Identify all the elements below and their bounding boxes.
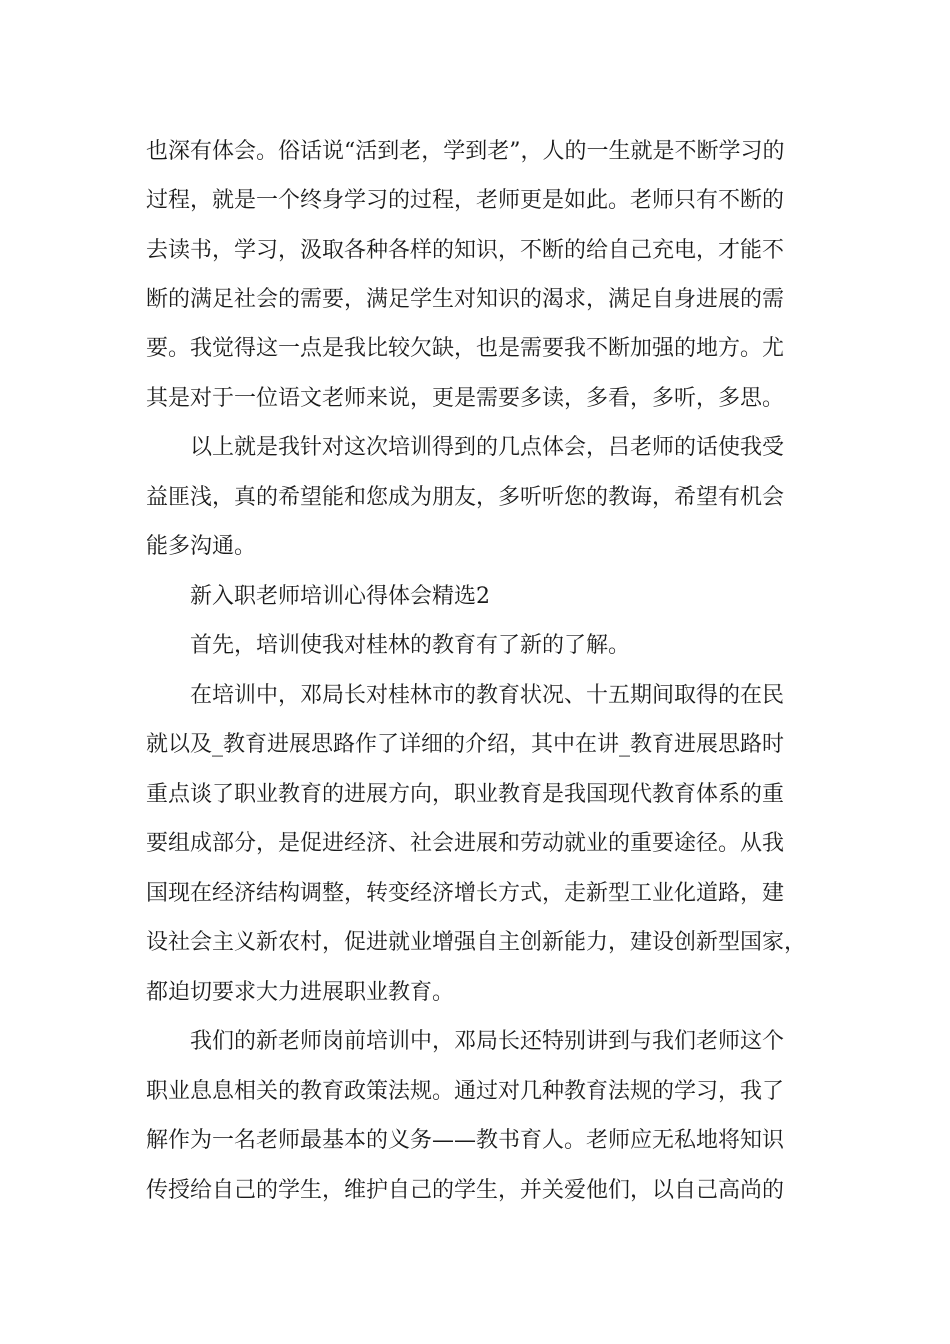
- text-line-content: 要。我觉得这一点是我比较欠缺，也是需要我不断加强的地方。尤: [146, 336, 785, 361]
- text-line-content: 去读书，学习，汲取各种各样的知识，不断的给自己充电，才能不: [146, 238, 785, 263]
- text-line: [0, 324, 950, 373]
- text-line-content: 要组成部分，是促进经济、社会进展和劳动就业的重要途径。从我: [146, 831, 785, 856]
- text-line-content: 职业息息相关的教育政策法规。通过对几种教育法规的学习，我了: [146, 1079, 785, 1104]
- text-line-content: 以上就是我针对这次培训得到的几点体会，吕老师的话使我受: [190, 435, 785, 460]
- text-line-content: 首先，培训使我对桂林的教育有了新的了解。: [190, 633, 631, 658]
- text-line: [0, 1116, 950, 1165]
- text-line: [0, 127, 950, 176]
- text-line: [0, 918, 950, 967]
- text-line-content: 断的满足社会的需要，满足学生对知识的渴求，满足自身进展的需: [146, 287, 785, 312]
- text-line-content: 益匪浅，真的希望能和您成为朋友，多听听您的教诲，希望有机会: [146, 485, 785, 510]
- text-line: [0, 819, 950, 868]
- section-heading-text: 新入职老师培训心得体会精选2: [190, 584, 490, 609]
- text-line: [0, 275, 950, 324]
- text-line: [0, 374, 950, 423]
- text-line-content: 我们的新老师岗前培训中，邓局长还特别讲到与我们老师这个: [190, 1029, 785, 1054]
- text-line: [0, 176, 950, 225]
- text-line-content: 都迫切要求大力进展职业教育。: [146, 980, 455, 1005]
- paragraph-start-line: [0, 621, 950, 670]
- paragraph-start-line: [0, 1017, 950, 1066]
- text-line-content: 重点谈了职业教育的进展方向，职业教育是我国现代教育体系的重: [146, 782, 785, 807]
- text-line-content: 能多沟通。: [146, 534, 257, 559]
- text-line: [0, 1166, 950, 1215]
- text-line: [0, 1067, 950, 1116]
- text-line-content: 也深有体会。俗话说“活到老，学到老”，人的一生就是不断学习的: [146, 139, 785, 164]
- text-line: [0, 226, 950, 275]
- paragraph-start-line: [0, 671, 950, 720]
- text-line: [0, 968, 950, 1017]
- text-line: [0, 522, 950, 571]
- text-line: [0, 473, 950, 522]
- section-heading: [0, 572, 950, 621]
- text-line: [0, 770, 950, 819]
- text-line: [0, 869, 950, 918]
- text-line-content: 就以及_教育进展思路作了详细的介绍，其中在讲_教育进展思路时: [146, 732, 785, 757]
- text-line-content: 解作为一名老师最基本的义务——教书育人。老师应无私地将知识: [146, 1128, 785, 1153]
- text-line-content: 国现在经济结构调整，转变经济增长方式，走新型工业化道路，建: [146, 881, 785, 906]
- text-line-content: 设社会主义新农村，促进就业增强自主创新能力，建设创新型国家，: [146, 930, 807, 955]
- text-line: [0, 720, 950, 769]
- text-line-content: 在培训中，邓局长对桂林市的教育状况、十五期间取得的在民: [190, 683, 785, 708]
- text-line-content: 其是对于一位语文老师来说，更是需要多读，多看，多听，多思。: [146, 386, 785, 411]
- text-line-content: 过程，就是一个终身学习的过程，老师更是如此。老师只有不断的: [146, 188, 785, 213]
- text-line-content: 传授给自己的学生，维护自己的学生，并关爱他们，以自己高尚的: [146, 1178, 785, 1203]
- paragraph-start-line: [0, 423, 950, 472]
